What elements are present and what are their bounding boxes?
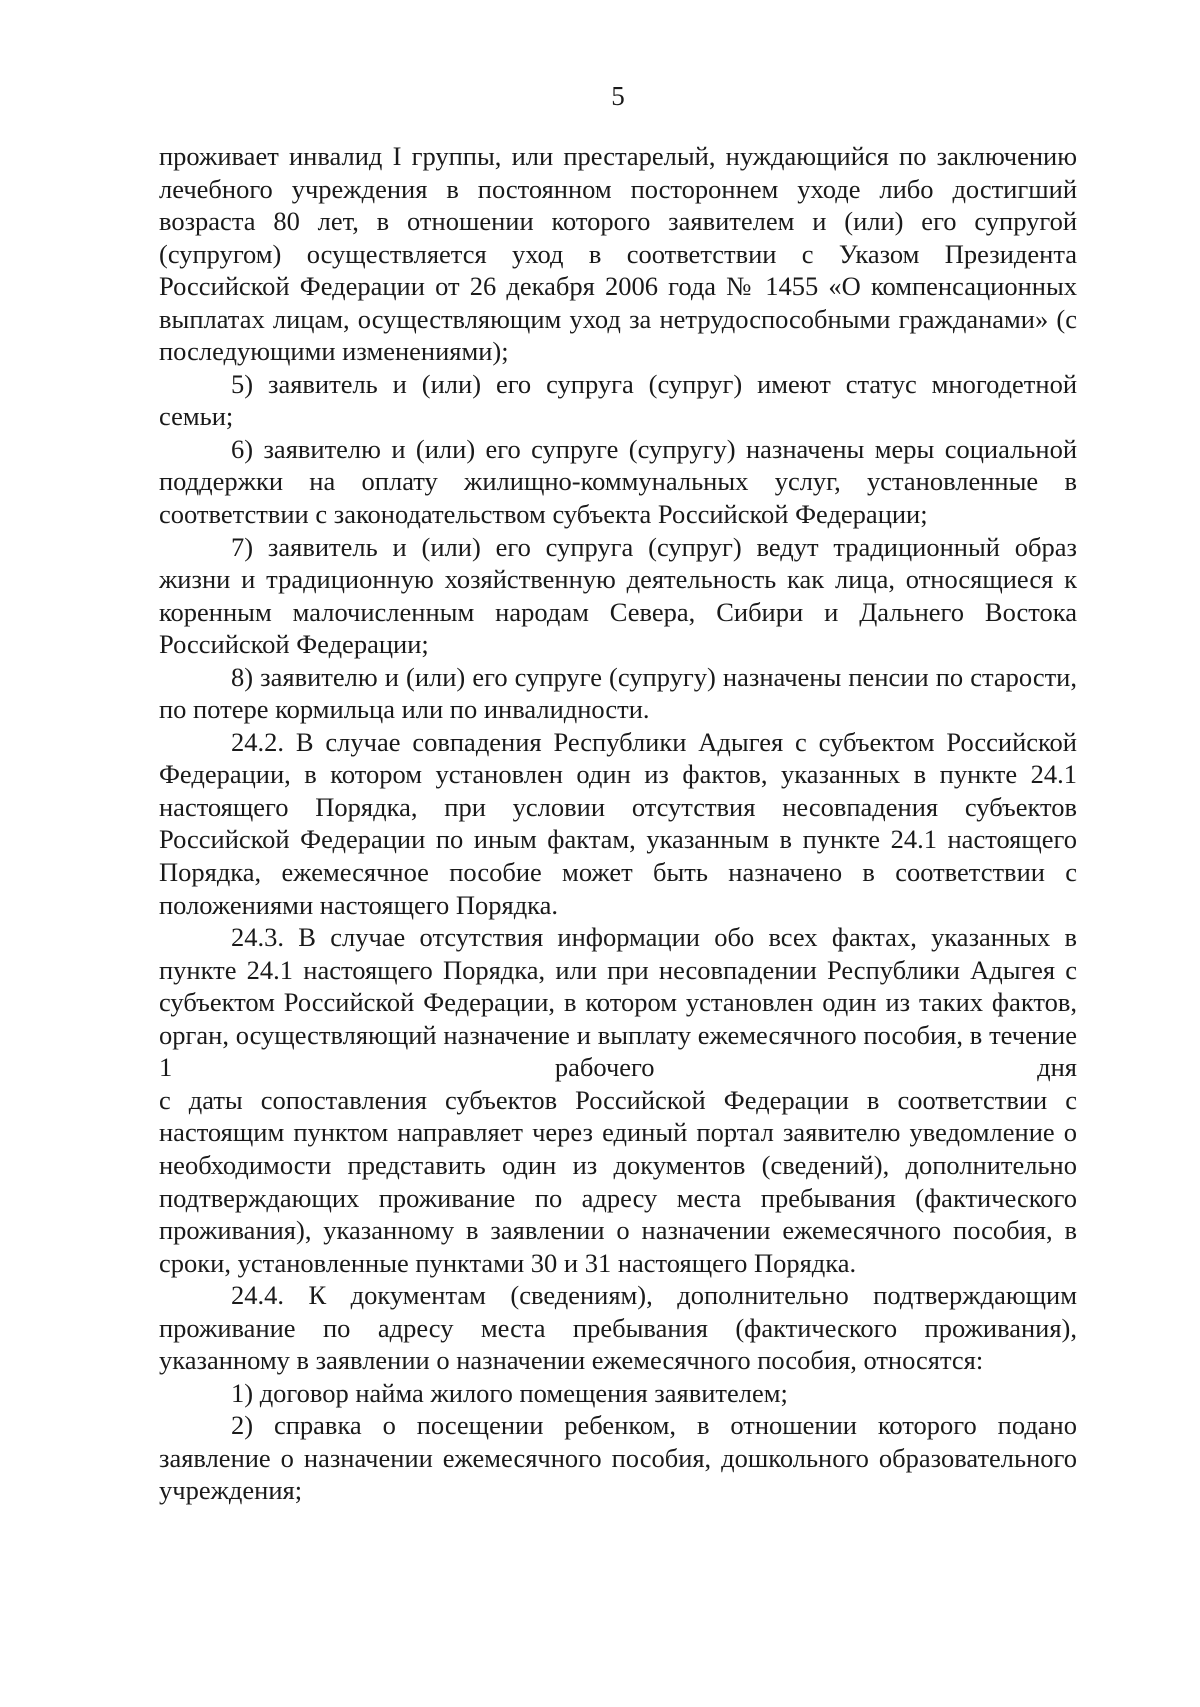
paragraph-24-2: 24.2. В случае совпадения Республики Адыгея с субъектом Российской Федерации, в котором установлен один из фактов, указанных в пункте 24.1 настоящего Порядка, при условии отсутствия несовпадения субъектов Российской Федерации по иным фактам, указанным в пункте 24.1 настоящего Порядка, ежемесячное пособие может быть назначено в соответствии с положениями настоящего Порядка.	[159, 726, 1077, 920]
paragraph-24-4-item-2: 2) справка о посещении ребенком, в отношении которого подано заявление о назначении ежемесячного пособия, дошкольного образовательного учреждения;	[159, 1410, 1077, 1506]
document-body	[159, 140, 1077, 1507]
paragraph-item-6: 6) заявителю и (или) его супруге (супругу) назначены меры социальной поддержки на оплату жилищно-коммунальных услуг, установленные в соответствии с законодательством субъекта Российской Федерации;	[159, 433, 1077, 530]
paragraph-continuation: проживает инвалид I группы, или престарелый, нуждающийся по заключению лечебного учреждения в постоянном постороннем уходе либо достигший возраста 80 лет, в отношении которого заявителем и (или) его супругой (супругом) осуществляется уход в соответствии с Указом Президента Российской Федерации от 26 декабря 2006 года № 1455 «О компенсационных выплатах лицам, осуществляющим уход за нетрудоспособными гражданами» (с последующими изменениями);	[159, 141, 1077, 367]
paragraph-item-8: 8) заявителю и (или) его супруге (супругу) назначены пенсии по старости, по потере кормильца или по инвалидности.	[159, 661, 1077, 725]
paragraph-24-4-item-1: 1) договор найма жилого помещения заявителем;	[231, 1377, 788, 1408]
paragraph-24-4: 24.4. К документам (сведениям), дополнительно подтверждающим проживание по адресу места пребывания (фактического проживания), указанному в заявлении о назначении ежемесячного пособия, относятся:	[159, 1280, 1077, 1376]
paragraph-24-3-continued: с даты сопоставления субъектов Российской Федерации в соответствии с настоящим пунктом направляет через единый портал заявителю уведомление о необходимости представить один из документов (сведений), дополнительно подтверждающих проживание по адресу места пребывания (фактического проживания), указанному в заявлении о назначении ежемесячного пособия, в сроки, установленные пунктами 30 и 31 настоящего Порядка.	[159, 1084, 1077, 1278]
paragraph-item-7: 7) заявитель и (или) его супруга (супруг) ведут традиционный образ жизни и традиционную хозяйственную деятельность как лица, относящиеся к коренным малочисленным народам Севера, Сибири и Дальнего Востока Российской Федерации;	[159, 531, 1077, 660]
page-number: 5	[611, 81, 625, 111]
paragraph-item-5: 5) заявитель и (или) его супруга (супруг) имеют статус многодетной семьи;	[159, 368, 1077, 432]
paragraph-24-3: 24.3. В случае отсутствия информации обо всех фактах, указанных в пункте 24.1 настоящего Порядка, или при несовпадении Республики Адыгея с субъектом Российской Федерации, в котором установлен один из таких фактов, орган, осуществляющий назначение и выплату ежемесячного пособия, в течение 1 рабочего дня	[159, 922, 1077, 1083]
